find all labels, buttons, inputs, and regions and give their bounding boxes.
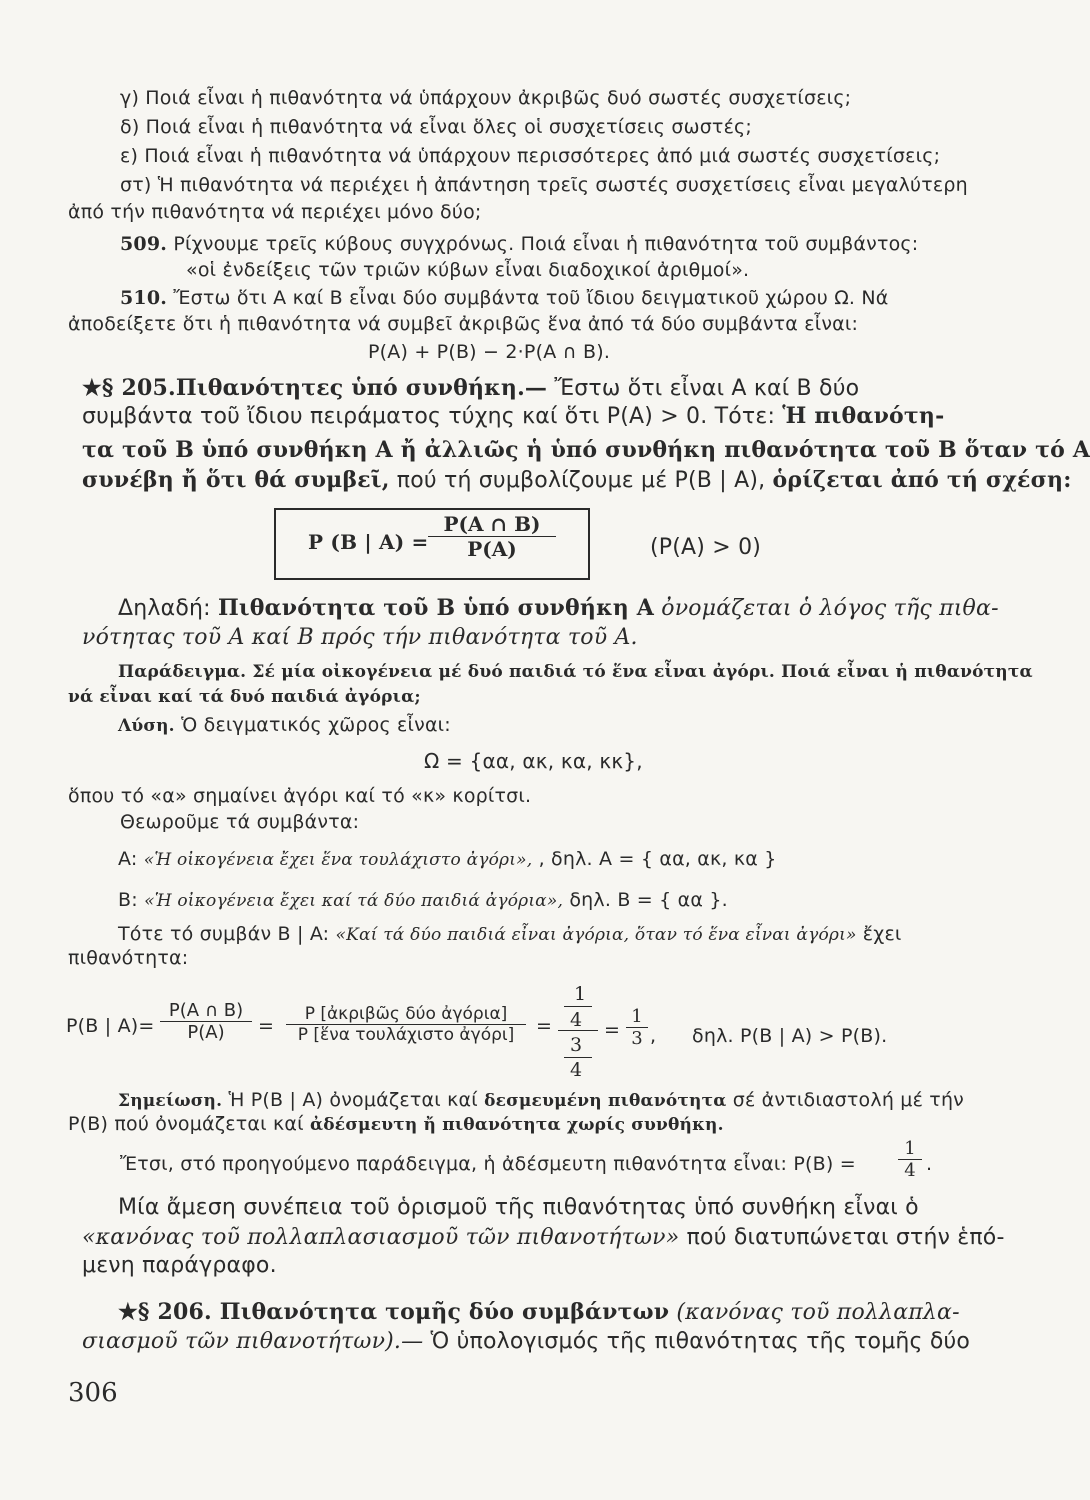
calc-fraction-1-num: P(A ∩ B) <box>168 1000 244 1021</box>
unconditional-line: Ἔτσι, στό προηγούμενο παράδειγμα, ἡ ἀδέσμευτη πιθανότητα εἶναι: P(B) = <box>120 1153 856 1175</box>
note-line-2 <box>68 1112 724 1137</box>
section-205-bold: Ἡ πιθανότη- <box>782 403 945 429</box>
event-B-desc: «Ἡ οἰκογένεια ἔχει καί τά δύο παιδιά ἀγόρια», <box>144 891 564 911</box>
definition-explain-cont: νότητας τοῦ A καί B πρός τήν πιθανότητα τοῦ A. <box>82 625 638 650</box>
exercise-509 <box>120 232 918 256</box>
exercise-number: 509. <box>120 233 168 255</box>
sample-space: Ω = {αα, ακ, κα, κκ}, <box>424 749 643 773</box>
section-205-line-2 <box>82 404 944 429</box>
calc-fraction-4-den: 3 <box>631 1028 643 1049</box>
event-B-label: B: <box>118 889 138 911</box>
section-205-text: Ἔστω ὅτι εἶναι A καί B δύο <box>554 376 860 401</box>
section-206-text: Ὁ ὑπολογισμός τῆς πιθανότητας τῆς τομῆς δύο <box>430 1329 971 1354</box>
exercise-510-formula: P(A) + P(B) − 2·P(A ∩ B). <box>368 341 611 363</box>
calc-fraction-4 <box>626 1006 648 1049</box>
section-205-heading-line <box>82 376 859 401</box>
definition-condition: (P(A) > 0) <box>650 535 762 560</box>
exercise-510 <box>120 286 889 310</box>
definition-numerator: P(A ∩ B) <box>443 512 541 536</box>
event-B-set: δηλ. B = { αα }. <box>569 889 728 911</box>
exercise-number: 510. <box>120 287 168 309</box>
consequence-italic: «κανόνας τοῦ πολλαπλασιασμοῦ τῶν πιθανοτήτων» <box>82 1225 680 1250</box>
calc-fraction-1 <box>160 1000 252 1043</box>
event-A-desc: «Ἡ οἰκογένεια ἔχει ἕνα τουλάχιστο ἀγόρι», <box>143 850 533 870</box>
solution-label: Λύση. <box>118 716 175 736</box>
calc-fraction-2 <box>286 1004 526 1045</box>
nested-top-den: 4 <box>570 1009 583 1031</box>
exercise-510-cont: ἀποδείξετε ὅτι ἡ πιθανότητα νά συμβεῖ ἀκριβῶς ἕνα ἀπό τά δύο συμβάντα εἶναι: <box>68 313 859 335</box>
solution-line <box>118 713 451 738</box>
section-205-line-3: τα τοῦ B ὑπό συνθήκη A ἤ ἀλλιῶς ἡ ὑπό συνθήκη πιθανότητα τοῦ B ὅταν τό A <box>82 437 1090 463</box>
unconditional-den: 4 <box>904 1160 916 1181</box>
section-205-title: ★§ 205.Πιθανότητες ὑπό συνθήκη.— <box>82 375 548 401</box>
exercise-line-delta: δ) Ποιά εἶναι ἡ πιθανότητα νά εἶναι ὅλες οἱ συσχετίσεις σωστές; <box>120 116 752 138</box>
solution-where: ὅπου τό «α» σημαίνει ἀγόρι καί τό «κ» κορίτσι. <box>68 785 532 807</box>
exercise-line-st: στ) Ἡ πιθανότητα νά περιέχει ἡ ἀπάντηση τρεῖς σωστές συσχετίσεις εἶναι μεγαλύτερη <box>120 174 968 196</box>
definition-lhs: P (B | A) = <box>308 530 429 554</box>
section-205-text: πού τή συμβολίζουμε μέ P(B | A), <box>396 468 766 493</box>
note-bold: ἀδέσμευτη ἤ πιθανότητα χωρίς συνθήκη. <box>309 1115 724 1135</box>
then-cont: πιθανότητα: <box>68 947 189 969</box>
then-line <box>118 922 902 947</box>
note-text: σέ ἀντιδιαστολή μέ τήν <box>732 1089 964 1111</box>
solution-consider: Θεωροῦμε τά συμβάντα: <box>120 811 360 833</box>
note-text: Ἡ P(B | A) ὀνομάζεται καί <box>228 1089 478 1111</box>
example-line-1: Παράδειγμα. Σέ μία οἰκογένεια μέ δυό παιδιά τό ἕνα εἶναι ἀγόρι. Ποιά εἶναι ἡ πιθανότητα <box>118 662 1033 682</box>
calc-lhs: P(B | A)= <box>66 1015 155 1037</box>
definition-denominator: P(A) <box>467 537 517 561</box>
definition-explain-line <box>118 596 999 621</box>
example-line-2: νά εἶναι καί τά δυό παιδιά ἀγόρια; <box>68 687 421 707</box>
calc-comma: , <box>650 1025 657 1047</box>
section-206-line-2 <box>82 1330 970 1354</box>
unconditional-period: . <box>926 1153 933 1175</box>
calc-fraction-4-num: 1 <box>631 1006 643 1027</box>
exercise-509-cont: «οἱ ἐνδείξεις τῶν τριῶν κύβων εἶναι διαδοχικοί ἀριθμοί». <box>186 259 750 281</box>
unconditional-fraction <box>898 1138 922 1181</box>
calc-equals-3: = <box>604 1019 621 1041</box>
explain-italic: ὀνομάζεται ὁ λόγος τῆς πιθα- <box>661 596 999 621</box>
then-italic: «Καί τά δύο παιδιά εἶναι ἀγόρια, ὅταν τό ἕνα εἶναι ἀγόρι» <box>335 925 857 945</box>
nested-bottom-num: 3 <box>570 1034 583 1056</box>
calc-fraction-2-num: P [ἀκριβῶς δύο ἀγόρια] <box>304 1004 508 1024</box>
event-A <box>118 847 777 872</box>
nested-main-bar <box>558 1030 598 1031</box>
note-line-1 <box>118 1088 964 1113</box>
note-text: P(B) πού ὀνομάζεται καί <box>68 1113 304 1135</box>
consequence-line-3: μενη παράγραφο. <box>82 1253 277 1278</box>
calc-fraction-1-den: P(A) <box>187 1022 225 1043</box>
section-205-bold: ὁρίζεται ἀπό τή σχέση: <box>772 467 1072 493</box>
unconditional-num: 1 <box>904 1138 916 1159</box>
calc-fraction-2-den: P [ἕνα τουλάχιστο ἀγόρι] <box>297 1025 515 1045</box>
exercise-line-st-cont: ἀπό τήν πιθανότητα νά περιέχει μόνο δύο; <box>68 201 482 223</box>
section-206-italic: σιασμοῦ τῶν πιθανοτήτων).— <box>82 1329 424 1354</box>
consequence-line-2 <box>82 1226 1005 1250</box>
event-B <box>118 888 728 913</box>
event-A-label: A: <box>118 848 138 870</box>
consequence-text: πού διατυπώνεται στήν ἑπό- <box>686 1225 1005 1250</box>
explain-bold: Πιθανότητα τοῦ B ὑπό συνθήκη A <box>217 595 655 621</box>
note-label: Σημείωση. <box>118 1091 223 1111</box>
section-205-line-4 <box>82 468 1072 493</box>
then-end: ἔχει <box>862 923 902 945</box>
section-206-heading-line <box>118 1300 960 1325</box>
section-205-text: συμβάντα τοῦ ἴδιου πειράματος τύχης καί ὅτι P(A) > 0. Τότε: <box>82 404 776 429</box>
page-number: 306 <box>68 1378 118 1408</box>
nested-top-num: 1 <box>574 983 587 1005</box>
calc-equals-2: = <box>536 1015 553 1037</box>
exercise-text: Ἔστω ὅτι A καί B εἶναι δύο συμβάντα τοῦ ἴδιου δειγματικοῦ χώρου Ω. Νά <box>173 287 889 309</box>
nested-bar-top <box>564 1006 592 1007</box>
exercise-text: Ρίχνουμε τρεῖς κύβους συγχρόνως. Ποιά εἶναι ἡ πιθανότητα τοῦ συμβάντος: <box>173 233 919 255</box>
calc-conclusion: δηλ. P(B | A) > P(B). <box>692 1025 888 1047</box>
solution-text: Ὁ δειγματικός χῶρος εἶναι: <box>181 714 451 736</box>
definition-fraction <box>428 512 556 561</box>
note-bold: δεσμευμένη πιθανότητα <box>484 1091 727 1111</box>
section-205-bold: συνέβη ἤ ὅτι θά συμβεῖ, <box>82 467 390 493</box>
explain-label: Δηλαδή: <box>118 596 211 621</box>
exercise-line-epsilon: ε) Ποιά εἶναι ἡ πιθανότητα νά ὑπάρχουν περισσότερες ἀπό μιά σωστές συσχετίσεις; <box>120 145 941 167</box>
section-206-italic: (κανόνας τοῦ πολλαπλα- <box>676 1300 960 1325</box>
exercise-line-gamma: γ) Ποιά εἶναι ἡ πιθανότητα νά ὑπάρχουν ἀκριβῶς δυό σωστές συσχετίσεις; <box>120 87 852 109</box>
nested-bottom-den: 4 <box>570 1059 583 1081</box>
event-A-set: , δηλ. A = { αα, ακ, κα } <box>538 848 777 870</box>
section-206-title: ★§ 206. Πιθανότητα τομῆς δύο συμβάντων <box>118 1299 670 1325</box>
consequence-line-1: Μία ἄμεση συνέπεια τοῦ ὁρισμοῦ τῆς πιθανότητας ὑπό συνθήκη εἶναι ὁ <box>118 1195 919 1220</box>
then-text: Τότε τό συμβάν B | A: <box>118 923 330 945</box>
calc-equals-1: = <box>258 1015 275 1037</box>
